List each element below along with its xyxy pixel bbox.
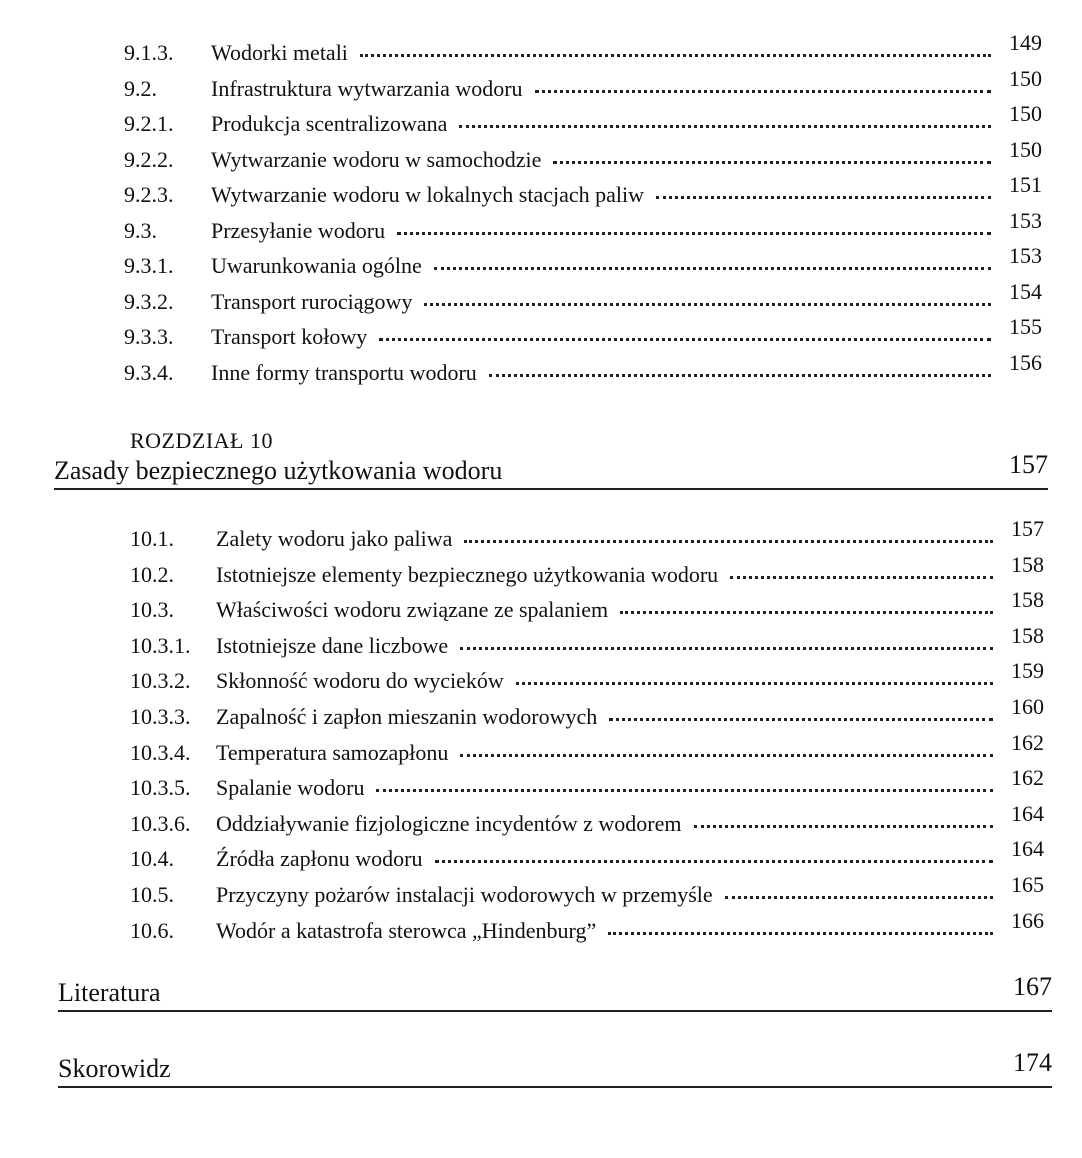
toc-entry-page-number: 164 [1011,800,1044,826]
toc-entry-page-number: 158 [1011,622,1044,648]
toc-entry-number: 10.3.4. [130,739,191,765]
toc-entry-title: Wodór a katastrofa sterowca „Hindenburg” [216,917,597,943]
toc-entry [124,65,1042,102]
toc-entry-title: Temperatura samozapłonu [216,739,449,765]
toc-entry-title: Źródła zapłonu wodoru [216,846,423,872]
dot-leader [460,754,993,757]
toc-entry-title: Zalety wodoru jako paliwa [216,526,453,551]
toc-entry-number: 9.2. [124,75,157,101]
toc-entry-title: Zapalność i zapłon mieszanin wodorowych [216,704,598,729]
toc-entry [130,836,1044,872]
toc-entry-page-number: 162 [1011,765,1044,791]
toc-entry [130,872,1044,908]
toc-entry-page-number: 154 [1009,278,1042,304]
toc-entry [124,30,1042,66]
toc-entry-number: 10.3.6. [130,810,191,836]
toc-entry-page-number: 156 [1009,349,1042,375]
dot-leader [609,718,993,721]
literatura-title: Literatura [58,978,161,1007]
toc-entry-title: Właściwości wodoru związane ze spalaniem [216,597,609,623]
toc-entry-page-number: 150 [1009,136,1042,162]
toc-entry-page-number: 166 [1011,907,1044,933]
toc-entry-page-number: 158 [1011,551,1044,577]
toc-entry-number: 9.1.3. [124,40,174,65]
toc-entry [124,101,1042,137]
toc-entry-number: 9.2.1. [124,111,174,136]
toc-entry-title: Transport rurociągowy [211,288,413,314]
dot-leader [553,161,991,164]
dot-leader [620,611,993,614]
toc-entry-title: Infrastruktura wytwarzania wodoru [211,75,523,101]
toc-entry-number: 9.2.3. [124,182,174,207]
literatura-page-number: 167 [1013,972,1052,1001]
toc-entry [130,694,1044,730]
dot-leader [656,196,991,199]
chapter-title: Zasady bezpiecznego użytkowania wodoru [54,456,503,485]
toc-entry-title: Transport kołowy [211,324,368,349]
toc-entry [130,622,1044,659]
dot-leader [376,789,993,792]
toc-entry-title: Istotniejsze dane liczbowe [216,632,449,658]
toc-entry-title: Przesyłanie wodoru [211,217,386,243]
toc-entry-page-number: 150 [1009,65,1042,91]
chapter-title-row [54,450,1048,490]
toc-entry-number: 10.3.2. [130,668,191,694]
toc-entry-title: Skłonność wodoru do wycieków [216,668,504,694]
toc-entry-number: 10.3.3. [130,704,191,729]
toc-entry-page-number: 158 [1011,587,1044,613]
dot-leader [694,825,993,828]
toc-entry-number: 9.3.4. [124,359,174,385]
toc-entry-number: 9.3.1. [124,253,174,278]
toc-entry-title: Oddziaływanie fizjologiczne incydentów z wodorem [216,810,682,836]
toc-entry-number: 10.4. [130,846,174,872]
dot-leader [379,338,991,341]
toc-entry-title: Wytwarzanie wodoru w samochodzie [211,146,542,172]
toc-entry-title: Wytwarzanie wodoru w lokalnych stacjach paliw [211,182,645,207]
literatura-row [58,972,1052,1012]
dot-leader [730,576,993,579]
skorowidz-row [58,1048,1052,1088]
toc-entry-title: Uwarunkowania ogólne [211,253,422,278]
toc-entry-number: 10.3.1. [130,632,191,658]
toc-entry-page-number: 164 [1011,836,1044,862]
toc-entry-number: 9.2.2. [124,146,174,172]
toc-entry [130,551,1044,588]
dot-leader [535,90,991,93]
toc-entry [124,314,1042,350]
dot-leader [516,682,993,685]
skorowidz-page-number: 174 [1013,1048,1052,1077]
toc-entry-page-number: 157 [1011,516,1044,541]
toc-entry-title: Istotniejsze elementy bezpiecznego użytkowania wodoru [216,561,719,587]
toc-entry-number: 10.6. [130,917,174,943]
toc-entry-page-number: 149 [1009,30,1042,55]
toc-entry [124,136,1042,173]
dot-leader [424,303,991,306]
toc-entry-number: 10.2. [130,561,174,587]
toc-entry [130,907,1044,944]
toc-entry [130,800,1044,837]
dot-leader [489,374,991,377]
dot-leader [725,896,993,899]
toc-entry-title: Przyczyny pożarów instalacji wodorowych w przemyśle [216,882,713,907]
toc-entry-page-number: 151 [1009,172,1042,197]
dot-leader [460,647,993,650]
toc-entry [130,729,1044,766]
toc-entry [124,278,1042,315]
toc-entry [124,243,1042,279]
toc-entry-page-number: 160 [1011,694,1044,719]
toc-entry-page-number: 162 [1011,729,1044,755]
toc-entry [124,207,1042,244]
toc-entry [130,516,1044,552]
toc-entry-number: 10.3. [130,597,174,623]
toc-entry-number: 9.3. [124,217,157,243]
toc-entry-page-number: 150 [1009,101,1042,126]
toc-entry [124,172,1042,208]
toc-entry-title: Wodorki metali [211,40,348,65]
toc-entry-page-number: 153 [1009,207,1042,233]
dot-leader [608,932,993,935]
dot-leader [464,540,993,543]
toc-entry-page-number: 155 [1009,314,1042,339]
toc-entry-page-number: 159 [1011,658,1044,684]
toc-entry-page-number: 165 [1011,872,1044,897]
toc-entry-number: 10.5. [130,882,174,907]
dot-leader [435,860,994,863]
toc-entry [130,658,1044,694]
chapter-label: ROZDZIAŁ 10 [130,428,273,453]
dot-leader [434,267,991,270]
toc-entry-number: 10.3.5. [130,775,191,801]
toc-entry [130,587,1044,623]
toc-entry-title: Inne formy transportu wodoru [211,359,477,385]
toc-entry-number: 9.3.3. [124,324,174,349]
toc-entry-page-number: 153 [1009,243,1042,268]
toc-entry-title: Produkcja scentralizowana [211,111,448,136]
toc-entry-title: Spalanie wodoru [216,775,365,801]
dot-leader [397,232,991,235]
chapter-page-number: 157 [1009,450,1048,479]
dot-leader [459,125,991,128]
toc-entry-number: 10.1. [130,526,174,551]
toc-entry-number: 9.3.2. [124,288,174,314]
toc-entry [130,765,1044,801]
dot-leader [360,54,991,57]
skorowidz-title: Skorowidz [58,1054,171,1083]
toc-entry [124,349,1042,386]
